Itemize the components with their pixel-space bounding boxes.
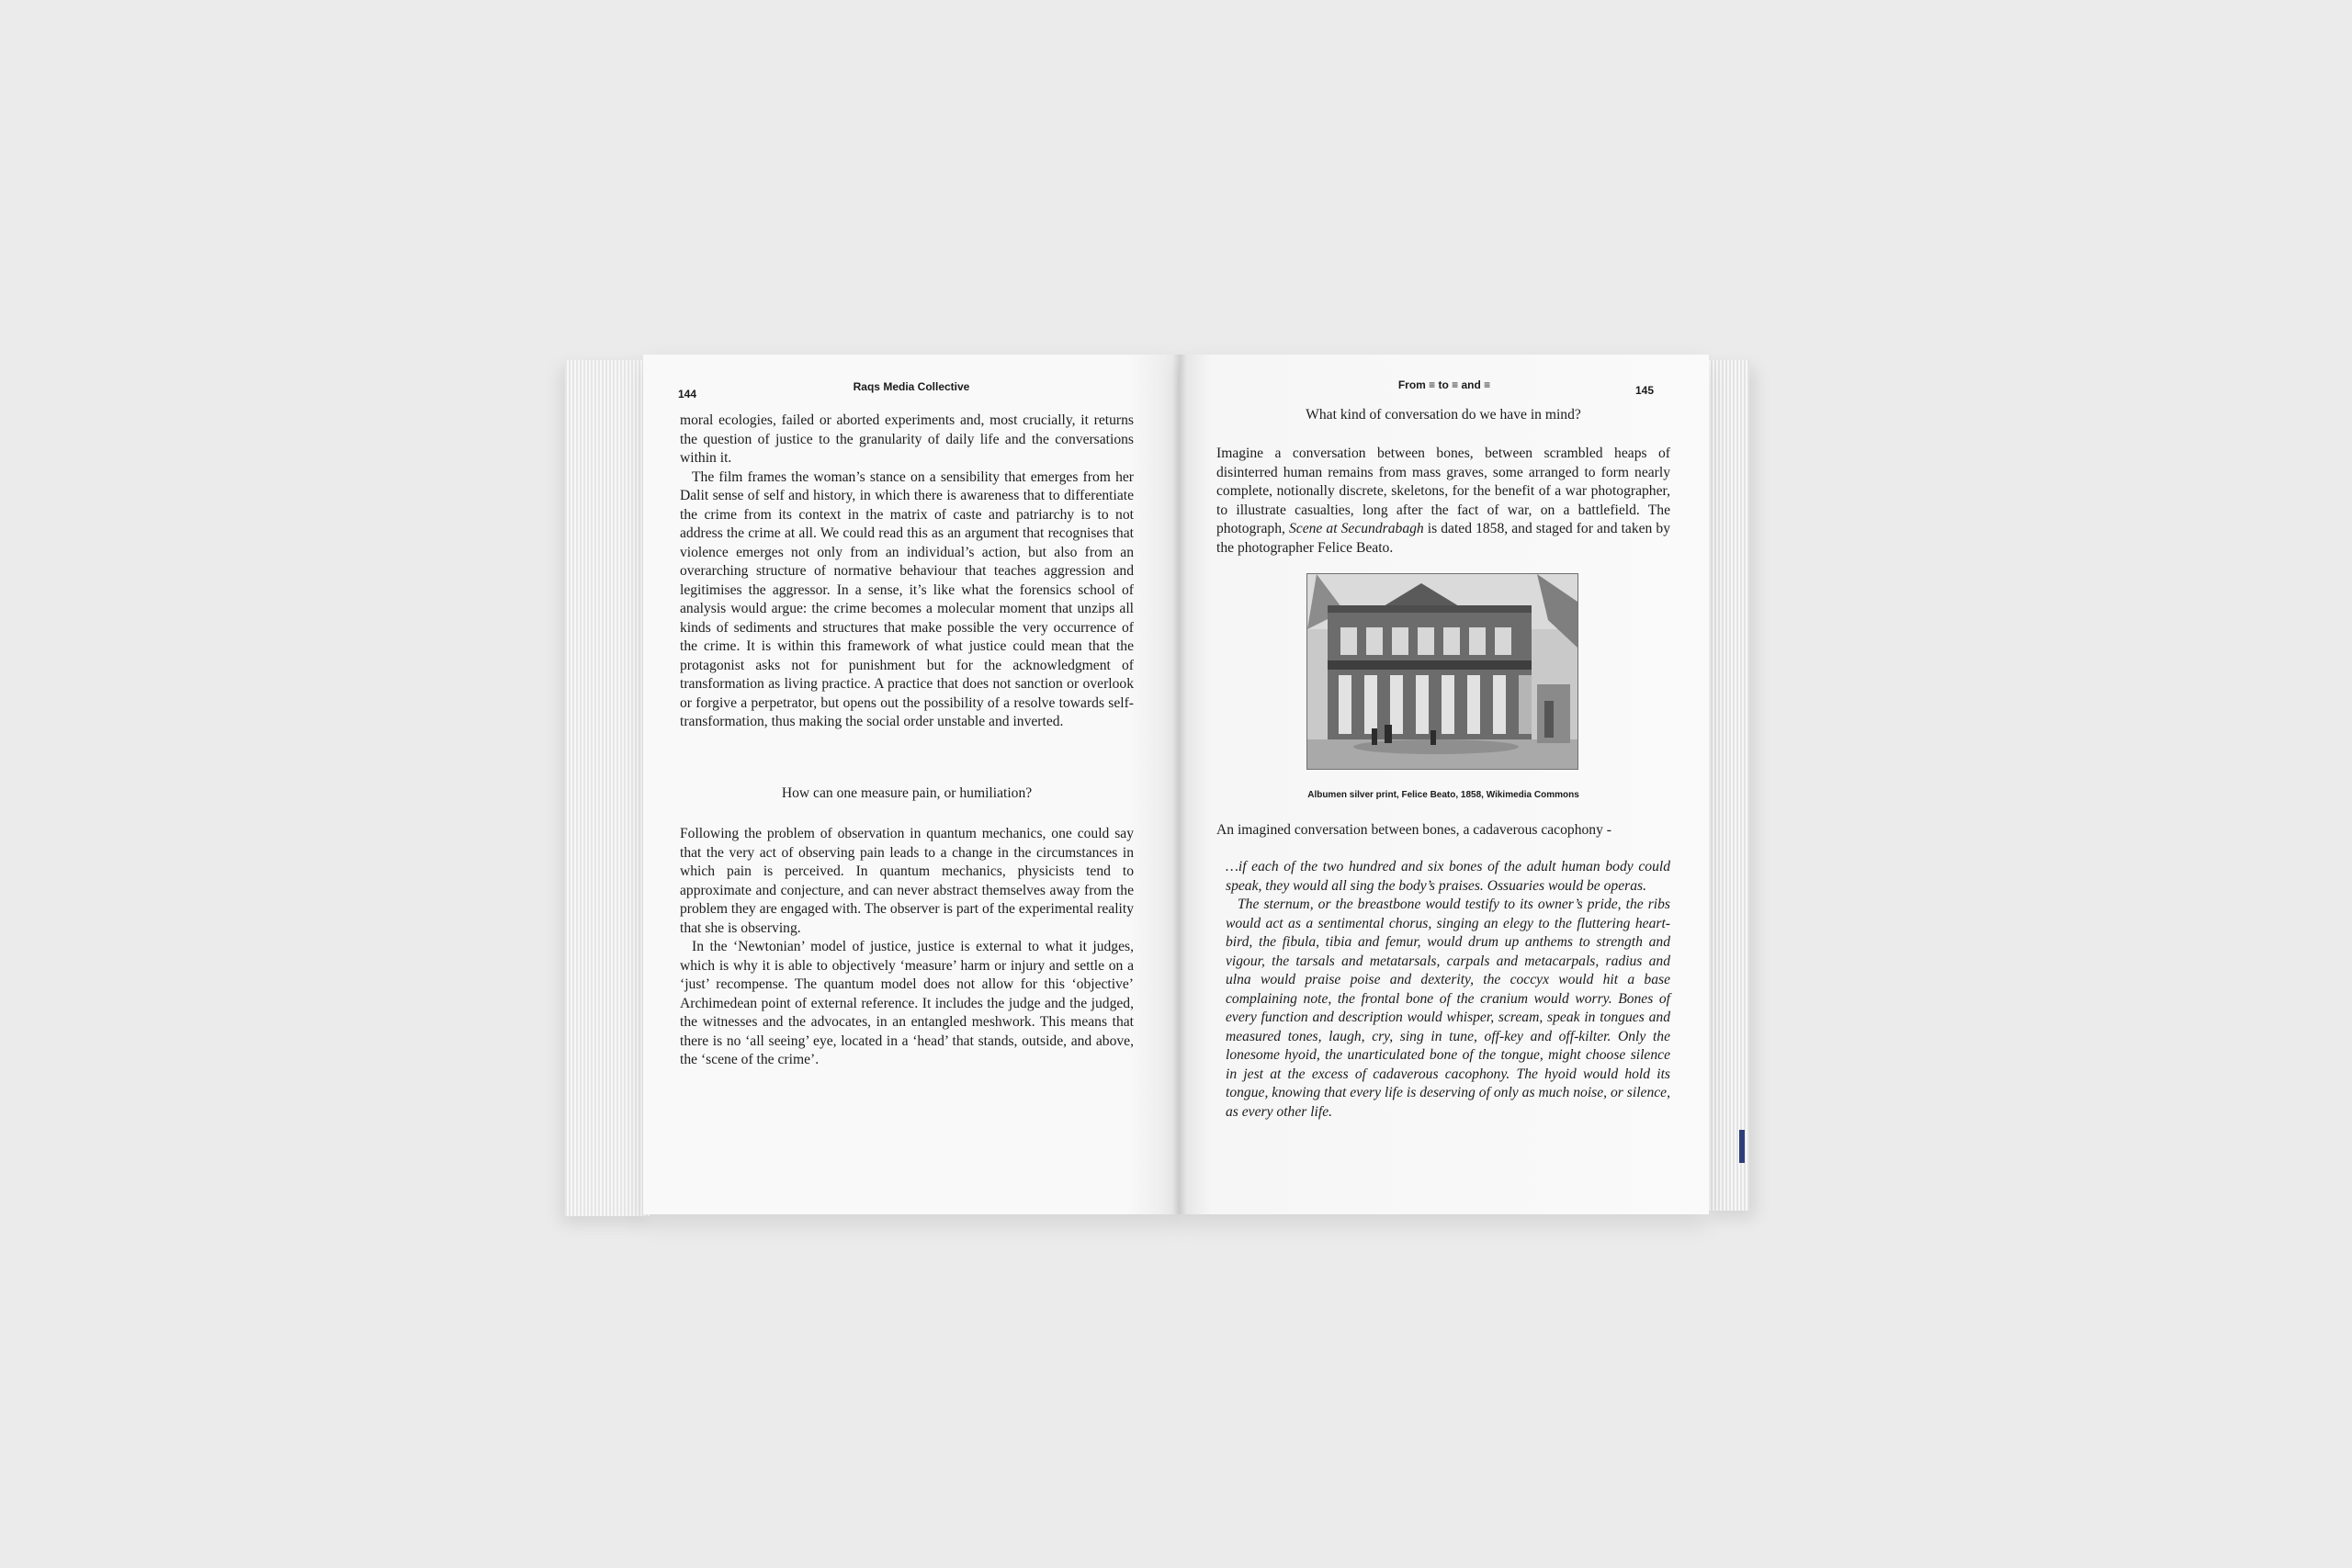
- text-run: is dated 1858, and staged for and taken by the photographer Felice Beato.: [1216, 521, 1670, 556]
- page-stack-left: [565, 360, 650, 1216]
- page-number: 145: [1634, 384, 1654, 397]
- text-run: Imagine a conversation between bones, between scrambled heaps of disinterred human remains from mass graves, some arranged to form nearly complete, notionally discrete, skeletons, for the benefit of a war photographer, to illustrate casualties, long after the fact of war, on a battlefield. The photograph,: [1216, 446, 1670, 536]
- subheading: What kind of conversation do we have in mind?: [1306, 407, 1581, 423]
- body-text: [1216, 445, 1670, 558]
- paragraph: [1216, 445, 1670, 558]
- left-page: [643, 355, 1180, 1214]
- running-header: From ≡ to ≡ and ≡: [1397, 378, 1491, 391]
- historical-photograph: [1306, 573, 1578, 770]
- paragraph: moral ecologies, failed or aborted experiments and, most crucially, it returns the question of justice to the granularity of daily life and the conversations within it.: [680, 412, 1134, 466]
- subheading: How can one measure pain, or humiliation?: [781, 785, 1033, 801]
- work-title: Scene at Secundrabagh: [1289, 521, 1424, 536]
- page-number: 144: [678, 388, 697, 400]
- body-text: [680, 412, 1134, 732]
- paragraph: The sternum, or the breastbone would testify to its owner’s pride, the ribs would act as a sentimental chorus, singing an elegy to the fluttering heart-bird, the fibula, tibia and femur, would drum up anthems to strength and vigour, the tarsals and metatarsals, carpals and metacarpals, radius and ulna would praise poise and dexterity, the coccyx would hit a base complaining note, the frontal bone of the cranium would worry. Bones of every function and description would whisper, scream, speak in tongues and measured tones, laugh, cry, sing in tune, off-key and off-kilter. Only the lonesome hyoid, the unarticulated bone of the tongue, might choose silence in jest at the excess of cadaverous cacophony. The hyoid would hold its tongue, knowing that every life is deserving of only as much noise, or silence, as every other life.: [1226, 897, 1670, 1120]
- ruined-building-image: [1307, 574, 1577, 769]
- section: [680, 784, 1134, 804]
- book-gutter: [1172, 355, 1187, 1214]
- running-header: Raqs Media Collective: [853, 380, 970, 393]
- cover-edge-mark: [1739, 1130, 1745, 1163]
- image-caption: Albumen silver print, Felice Beato, 1858, Wikimedia Commons: [1307, 790, 1579, 800]
- lead-line: An imagined conversation between bones, a cadaverous cacophony -: [1216, 822, 1611, 838]
- paragraph: …if each of the two hundred and six bones of the adult human body could speak, they would all sing the body’s praises. Ossuaries would be operas.: [1226, 859, 1670, 894]
- paragraph: The film frames the woman’s stance on a sensibility that emerges from her Dalit sense of self and history, in which there is awareness that to differentiate the crime from its context in the matrix of caste and patriarchy is to not address the crime at all. We could read this as an argument that recognises that violence emerges not only from an individual’s action, but also from an overarching structure of normative behaviour that teaches aggression and legitimises the aggressor. In a sense, it’s like what the forensics school of analysis would argue: the crime becomes a molecular moment that unzips all kinds of sediments and structures that make possible the very occurrence of the crime. It is within this framework of what justice could mean that the protagonist asks not for punishment but for the acknowledgment of transformation as living practice. A practice that does not sanction or overlook or forgive a perpetrator, but opens out the possibility of a resolve towards self-transformation, thus making the social order unstable and inverted.: [680, 468, 1134, 729]
- paragraph: In the ‘Newtonian’ model of justice, justice is external to what it judges, which is why it is able to objectively ‘measure’ harm or injury and settle on a ‘just’ recompense. The quantum model does not allow for this ‘objective’ Archimedean point of external reference. It includes the judge and the judged, the witnesses and the advocates, in an entangled meshwork. This means that there is no ‘all seeing’ eye, located in a ‘head’ that stands, outside, and above, the ‘scene of the crime’.: [680, 939, 1134, 1067]
- body-text: [680, 825, 1134, 1070]
- section: [1216, 406, 1670, 425]
- quoted-passage: [1226, 858, 1670, 1122]
- paragraph: Following the problem of observation in quantum mechanics, one could say that the very act of observing pain leads to a change in the circumstances in which pain is perceived. In quantum mechanics, physicists tend to approximate and conjecture, and can never abstract themselves away from the problem they are engaged with. The observer is part of the experimental reality that she is observing.: [680, 826, 1134, 936]
- section: [1216, 821, 1670, 840]
- right-page: [1180, 355, 1709, 1214]
- page-stack-right: [1709, 360, 1749, 1211]
